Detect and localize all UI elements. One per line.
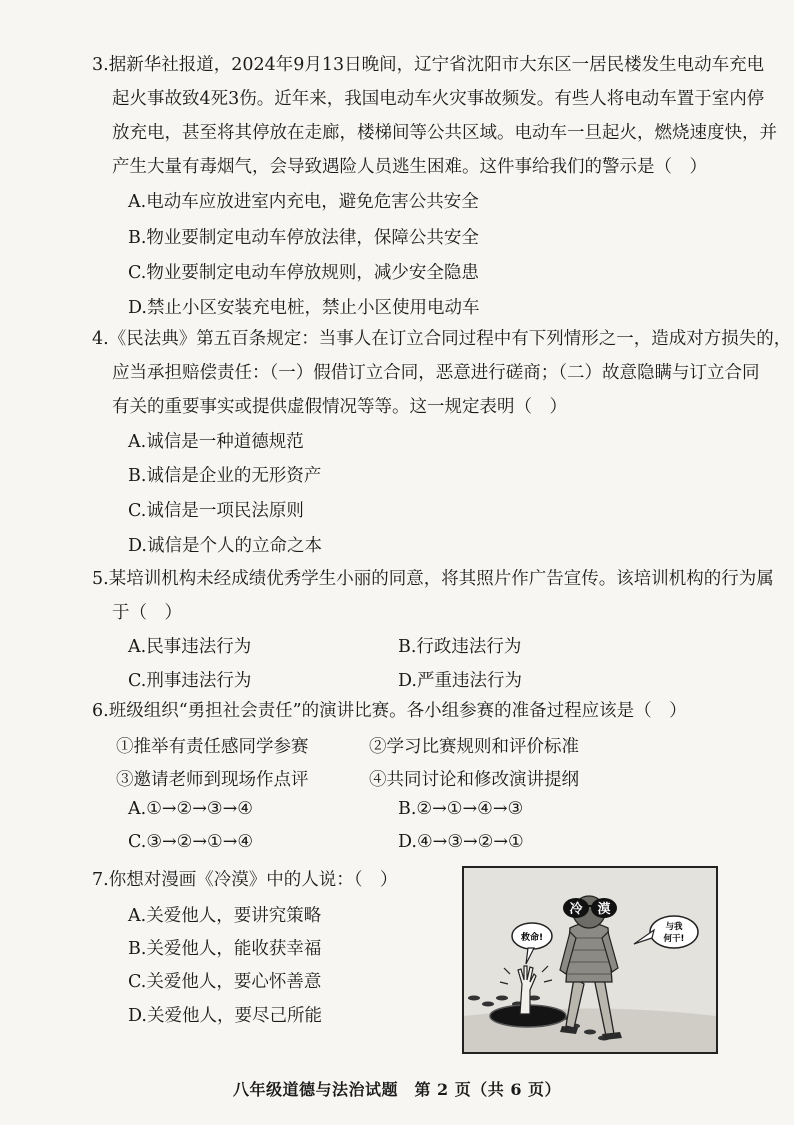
question-7-option-a: A.关爱他人，要讲究策略: [128, 906, 322, 926]
question-3-option-b: B.物业要制定电动车停放法律，保障公共安全: [128, 228, 479, 248]
question-4-option-c: C.诚信是一项民法原则: [128, 501, 304, 521]
question-6-option-b: B.②→①→④→③: [398, 799, 524, 819]
question-6-option-d: D.④→③→②→①: [398, 832, 524, 852]
man-shirt: [566, 923, 612, 982]
reply-bubble-text-2: 何干!: [663, 934, 685, 944]
question-3-option-c: C.物业要制定电动车停放规则，减少安全隐患: [128, 263, 479, 283]
question-3-line: 起火事故致4死3伤。近年来，我国电动车火灾事故频发。有些人将电动车置于室内停: [112, 89, 765, 109]
page-footer: 八年级道德与法治试题 第 2 页（共 6 页）: [232, 1080, 562, 1099]
question-7-option-c: C.关爱他人，要心怀善意: [128, 972, 322, 992]
question-4-line: 应当承担赔偿责任：（一）假借订立合同，恶意进行磋商；（二）故意隐瞒与订立合同: [112, 363, 760, 383]
question-6-statement-2: ②学习比赛规则和评价标准: [369, 737, 579, 757]
cartoon-indifference: [462, 866, 718, 1054]
question-3: [92, 48, 777, 184]
question-7-line: 7.你想对漫画《冷漠》中的人说：（ ）: [92, 870, 398, 890]
question-7-option-d: D.关爱他人，要尽己所能: [128, 1006, 322, 1026]
question-5-line: 5.某培训机构未经成绩优秀学生小丽的同意，将其照片作广告宣传。该培训机构的行为属: [92, 569, 774, 589]
question-6-option-a: A.①→②→③→④: [128, 799, 253, 819]
question-4-line: 有关的重要事实或提供虚假情况等等。这一规定表明（ ）: [112, 397, 567, 417]
question-6-statement-3: ③邀请老师到现场作点评: [116, 770, 309, 790]
question-3-line: 产生大量有毒烟气，会导致遇险人员逃生困难。这件事给我们的警示是（ ）: [112, 157, 707, 177]
question-5-line: 于（ ）: [112, 603, 182, 623]
reply-bubble-text-1: 与我: [665, 922, 683, 932]
question-6-statement-1: ①推举有责任感同学参赛: [116, 737, 309, 757]
question-3-line: 放充电，甚至将其停放在走廊，楼梯间等公共区域。电动车一旦起火，燃烧速度快，并: [112, 123, 777, 143]
question-6-option-c: C.③→②→①→④: [128, 832, 254, 852]
question-6-line: 6.班级组织“勇担社会责任”的演讲比赛。各小组参赛的准备过程应该是（ ）: [92, 701, 687, 721]
question-5-option-d: D.严重违法行为: [398, 671, 522, 691]
question-4: [92, 322, 792, 424]
glasses-right-text: 漠: [597, 902, 611, 917]
question-3-option-a: A.电动车应放进室内充电，避免危害公共安全: [128, 192, 479, 212]
help-bubble-text: 救命!: [520, 933, 544, 943]
question-5-option-a: A.民事违法行为: [128, 637, 252, 657]
question-3-line: 3.据新华社报道，2024年9月13日晚间，辽宁省沈阳市大东区一居民楼发生电动车充电: [92, 55, 765, 75]
question-6-statement-4: ④共同讨论和修改演讲提纲: [369, 770, 579, 790]
question-3-option-d: D.禁止小区安装充电桩，禁止小区使用电动车: [128, 298, 480, 318]
question-4-option-a: A.诚信是一种道德规范: [128, 432, 304, 452]
question-5: [92, 562, 772, 630]
glasses-left-text: 冷: [569, 902, 583, 917]
question-4-line: 4.《民法典》第五百条规定：当事人在订立合同过程中有下列情形之一，造成对方损失的，: [92, 329, 792, 349]
question-4-option-d: D.诚信是个人的立命之本: [128, 536, 322, 556]
question-7-option-b: B.关爱他人，能收获幸福: [128, 939, 322, 959]
question-5-option-c: C.刑事违法行为: [128, 671, 252, 691]
question-6: [92, 694, 772, 728]
question-5-option-b: B.行政违法行为: [398, 637, 522, 657]
question-4-option-b: B.诚信是企业的无形资产: [128, 466, 322, 486]
